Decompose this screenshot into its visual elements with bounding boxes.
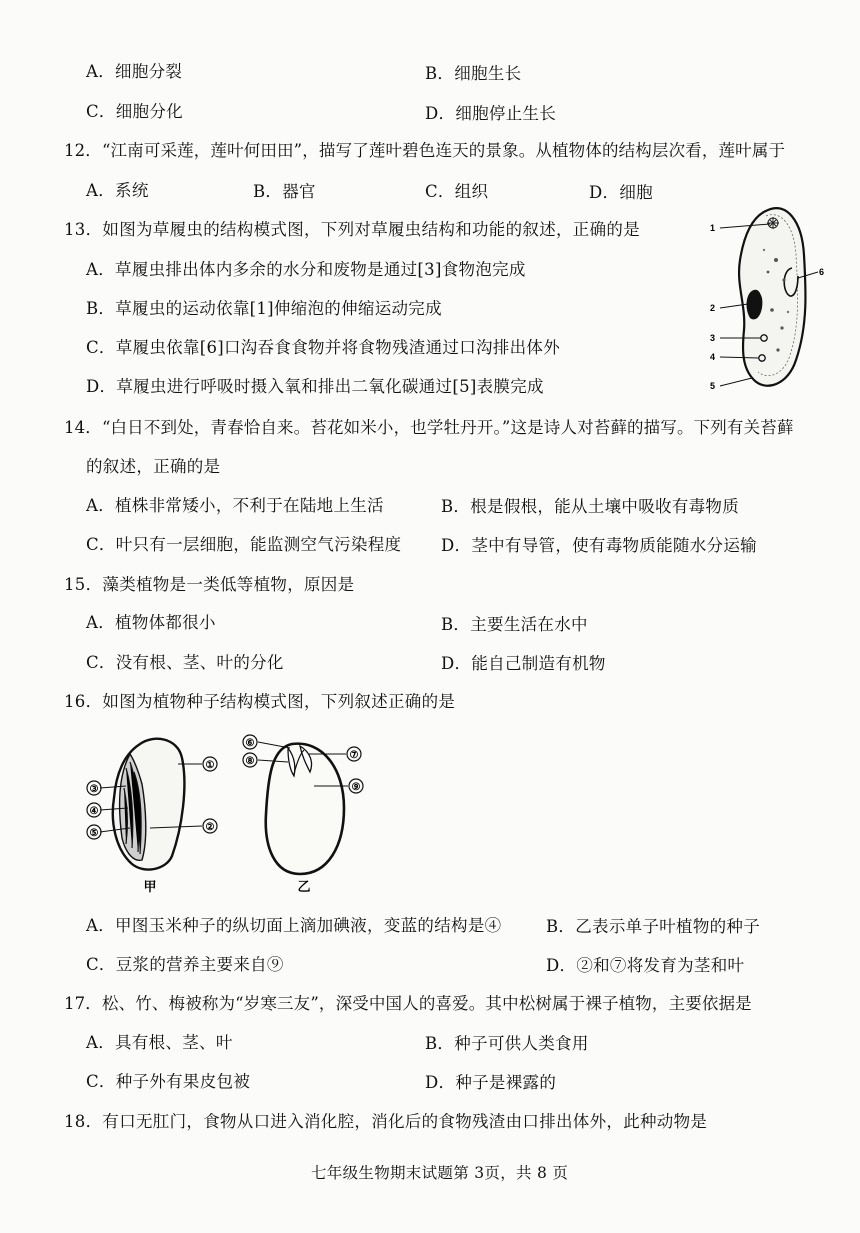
q13-option-d: D．草履虫进行呼吸时摄入氧和排出二氧化碳通过[5]表膜完成 bbox=[86, 377, 544, 396]
q12-option-c: C．组织 bbox=[425, 182, 489, 201]
q14-option-d: D．茎中有导管，使有毒物质能随水分运输 bbox=[441, 536, 757, 555]
paramecium-diagram bbox=[706, 200, 836, 400]
paramecium-label-4: 4 bbox=[710, 352, 716, 362]
q13-option-b: B．草履虫的运动依靠[1]伸缩泡的伸缩运动完成 bbox=[86, 299, 442, 318]
q17-option-b: B．种子可供人类食用 bbox=[425, 1034, 589, 1053]
q12-option-b: B．器官 bbox=[253, 182, 316, 201]
q14-stem-line2: 的叙述，正确的是 bbox=[86, 457, 221, 476]
paramecium-label-6: 6 bbox=[819, 267, 825, 277]
q15-option-a: A．植物体都很小 bbox=[86, 613, 216, 632]
q14-stem-line1: 14．“白日不到处，青春恰自来。苔花如米小，也学牡丹开。”这是诗人对苔藓的描写。下列有关苔藓 bbox=[64, 418, 794, 437]
q15-option-d: D．能自己制造有机物 bbox=[441, 654, 606, 673]
seed-label-7: ⑦ bbox=[349, 750, 359, 761]
q12-stem: 12．“江南可采莲，莲叶何田田”，描写了莲叶碧色连天的景象。从植物体的结构层次看，莲叶属于 bbox=[64, 141, 786, 160]
q16-option-b: B．乙表示单子叶植物的种子 bbox=[546, 917, 761, 936]
q18-stem: 18．有口无肛门，食物从口进入消化腔，消化后的食物残渣由口排出体外，此种动物是 bbox=[64, 1112, 708, 1131]
q11-option-d: D．细胞停止生长 bbox=[425, 104, 557, 123]
q14-option-b: B．根是假根，能从土壤中吸收有毒物质 bbox=[441, 497, 740, 516]
seed-label-1: ① bbox=[205, 760, 215, 771]
paramecium-label-3: 3 bbox=[710, 333, 716, 343]
seed-caption-jia: 甲 bbox=[143, 879, 157, 894]
seed-label-4: ④ bbox=[89, 806, 99, 817]
q15-option-b: B．主要生活在水中 bbox=[441, 615, 588, 634]
q13-option-c: C．草履虫依靠[6]口沟吞食食物并将食物残渣通过口沟排出体外 bbox=[86, 338, 560, 357]
seed-label-2: ② bbox=[205, 822, 215, 833]
q13-option-a: A．草履虫排出体内多余的水分和废物是通过[3]食物泡完成 bbox=[86, 260, 526, 279]
q17-stem: 17．松、竹、梅被称为“岁寒三友”，深受中国人的喜爱。其中松树属于裸子植物，主要依据是 bbox=[64, 994, 752, 1013]
q12-option-d: D．细胞 bbox=[589, 183, 653, 202]
q11-option-c: C．细胞分化 bbox=[86, 102, 183, 121]
paramecium-label-5: 5 bbox=[710, 381, 716, 391]
q12-option-a: A．系统 bbox=[86, 181, 149, 200]
q17-option-a: A．具有根、茎、叶 bbox=[86, 1033, 233, 1052]
q11-option-b: B．细胞生长 bbox=[425, 64, 522, 83]
q16-option-a: A．甲图玉米种子的纵切面上滴加碘液，变蓝的结构是④ bbox=[86, 916, 502, 935]
q11-option-a: A．细胞分裂 bbox=[86, 62, 183, 81]
seed-label-8: ⑧ bbox=[245, 756, 255, 767]
seed-label-9: ⑨ bbox=[351, 782, 361, 793]
q16-option-c: C．豆浆的营养主要来自⑨ bbox=[86, 955, 284, 974]
q15-stem: 15．藻类植物是一类低等植物，原因是 bbox=[64, 575, 355, 594]
seed-label-6: ⑥ bbox=[245, 738, 255, 749]
seed-structure-diagram bbox=[82, 728, 382, 898]
q13-stem: 13．如图为草履虫的结构模式图，下列对草履虫结构和功能的叙述，正确的是 bbox=[64, 220, 640, 239]
paramecium-label-1: 1 bbox=[710, 223, 716, 233]
q17-option-d: D．种子是裸露的 bbox=[425, 1073, 557, 1092]
q14-option-a: A．植株非常矮小，不利于在陆地上生活 bbox=[86, 496, 384, 515]
seed-label-5: ⑤ bbox=[89, 828, 99, 839]
seed-label-3: ③ bbox=[89, 784, 99, 795]
q16-stem: 16．如图为植物种子结构模式图，下列叙述正确的是 bbox=[64, 692, 456, 711]
q17-option-c: C．种子外有果皮包被 bbox=[86, 1072, 251, 1091]
q15-option-c: C．没有根、茎、叶的分化 bbox=[86, 653, 284, 672]
page-footer: 七年级生物期末试题第 3页，共 8 页 bbox=[311, 1164, 569, 1182]
paramecium-label-2: 2 bbox=[710, 303, 716, 313]
q14-option-c: C．叶只有一层细胞，能监测空气污染程度 bbox=[86, 535, 402, 554]
seed-caption-yi: 乙 bbox=[297, 879, 311, 894]
q16-option-d: D．②和⑦将发育为茎和叶 bbox=[546, 956, 745, 975]
